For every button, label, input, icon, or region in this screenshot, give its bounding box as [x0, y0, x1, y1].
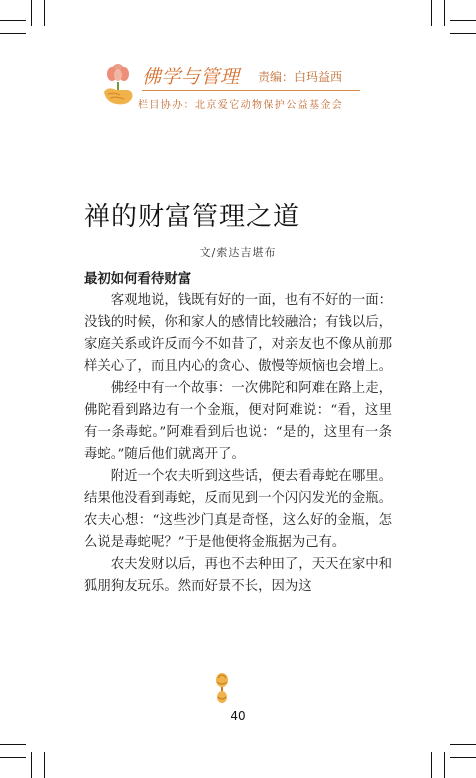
lotus-hand-icon — [98, 62, 138, 110]
crop-mark — [450, 33, 476, 34]
crop-mark — [450, 20, 476, 21]
crop-mark — [31, 752, 32, 778]
article-paragraph: 客观地说，钱既有好的一面，也有不好的一面：没钱的时候，你和家人的感情比较融洽；有钱以后，家庭关系或许反而今不如昔了，对亲友也不像从前那样关心了，而且内心的贪心、傲慢等烦恼也会增上。 — [84, 293, 392, 374]
article-paragraph: 附近一个农夫听到这些话，便去看毒蛇在哪里。结果他没看到毒蛇，反而见到一个闪闪发光的金瓶。农夫心想：“这些沙门真是奇怪，这么好的金瓶，怎么说是毒蛇呢？”于是他便将金瓶据为己有。 — [84, 469, 392, 550]
article-title: 禅的财富管理之道 — [84, 202, 301, 232]
crop-mark — [431, 752, 432, 778]
crop-mark — [0, 20, 26, 21]
crop-mark — [31, 0, 32, 26]
crop-mark — [444, 0, 445, 26]
header-divider — [142, 90, 360, 91]
column-header — [98, 60, 388, 116]
crop-mark — [450, 744, 476, 745]
article-body — [84, 268, 392, 598]
crop-mark — [431, 0, 432, 26]
crop-mark — [444, 752, 445, 778]
article-byline: 文/索达吉堪布 — [199, 246, 277, 259]
crop-mark — [450, 757, 476, 758]
editor-credit: 责编：白玛益西 — [258, 70, 343, 84]
crop-mark — [0, 744, 26, 745]
crop-mark — [44, 0, 45, 26]
crop-mark — [44, 752, 45, 778]
article-subheading: 最初如何看待财富 — [84, 271, 192, 287]
sponsor-credit: 栏目协办：北京爱它动物保护公益基金会 — [138, 100, 344, 111]
section-title: 佛学与管理 — [142, 66, 240, 88]
crop-mark — [0, 757, 26, 758]
crop-mark — [0, 33, 26, 34]
lotus-emblem-icon — [210, 672, 234, 706]
page-number: 40 — [230, 709, 246, 723]
article-paragraph: 佛经中有一个故事：一次佛陀和阿难在路上走，佛陀看到路边有一个金瓶，便对阿难说：“看，这里有一条毒蛇。”阿难看到后也说：“是的，这里有一条毒蛇。”随后他们就离开了。 — [84, 381, 392, 462]
article-paragraph: 农夫发财以后，再也不去种田了，天天在家中和狐朋狗友玩乐。然而好景不长，因为这 — [84, 557, 392, 594]
